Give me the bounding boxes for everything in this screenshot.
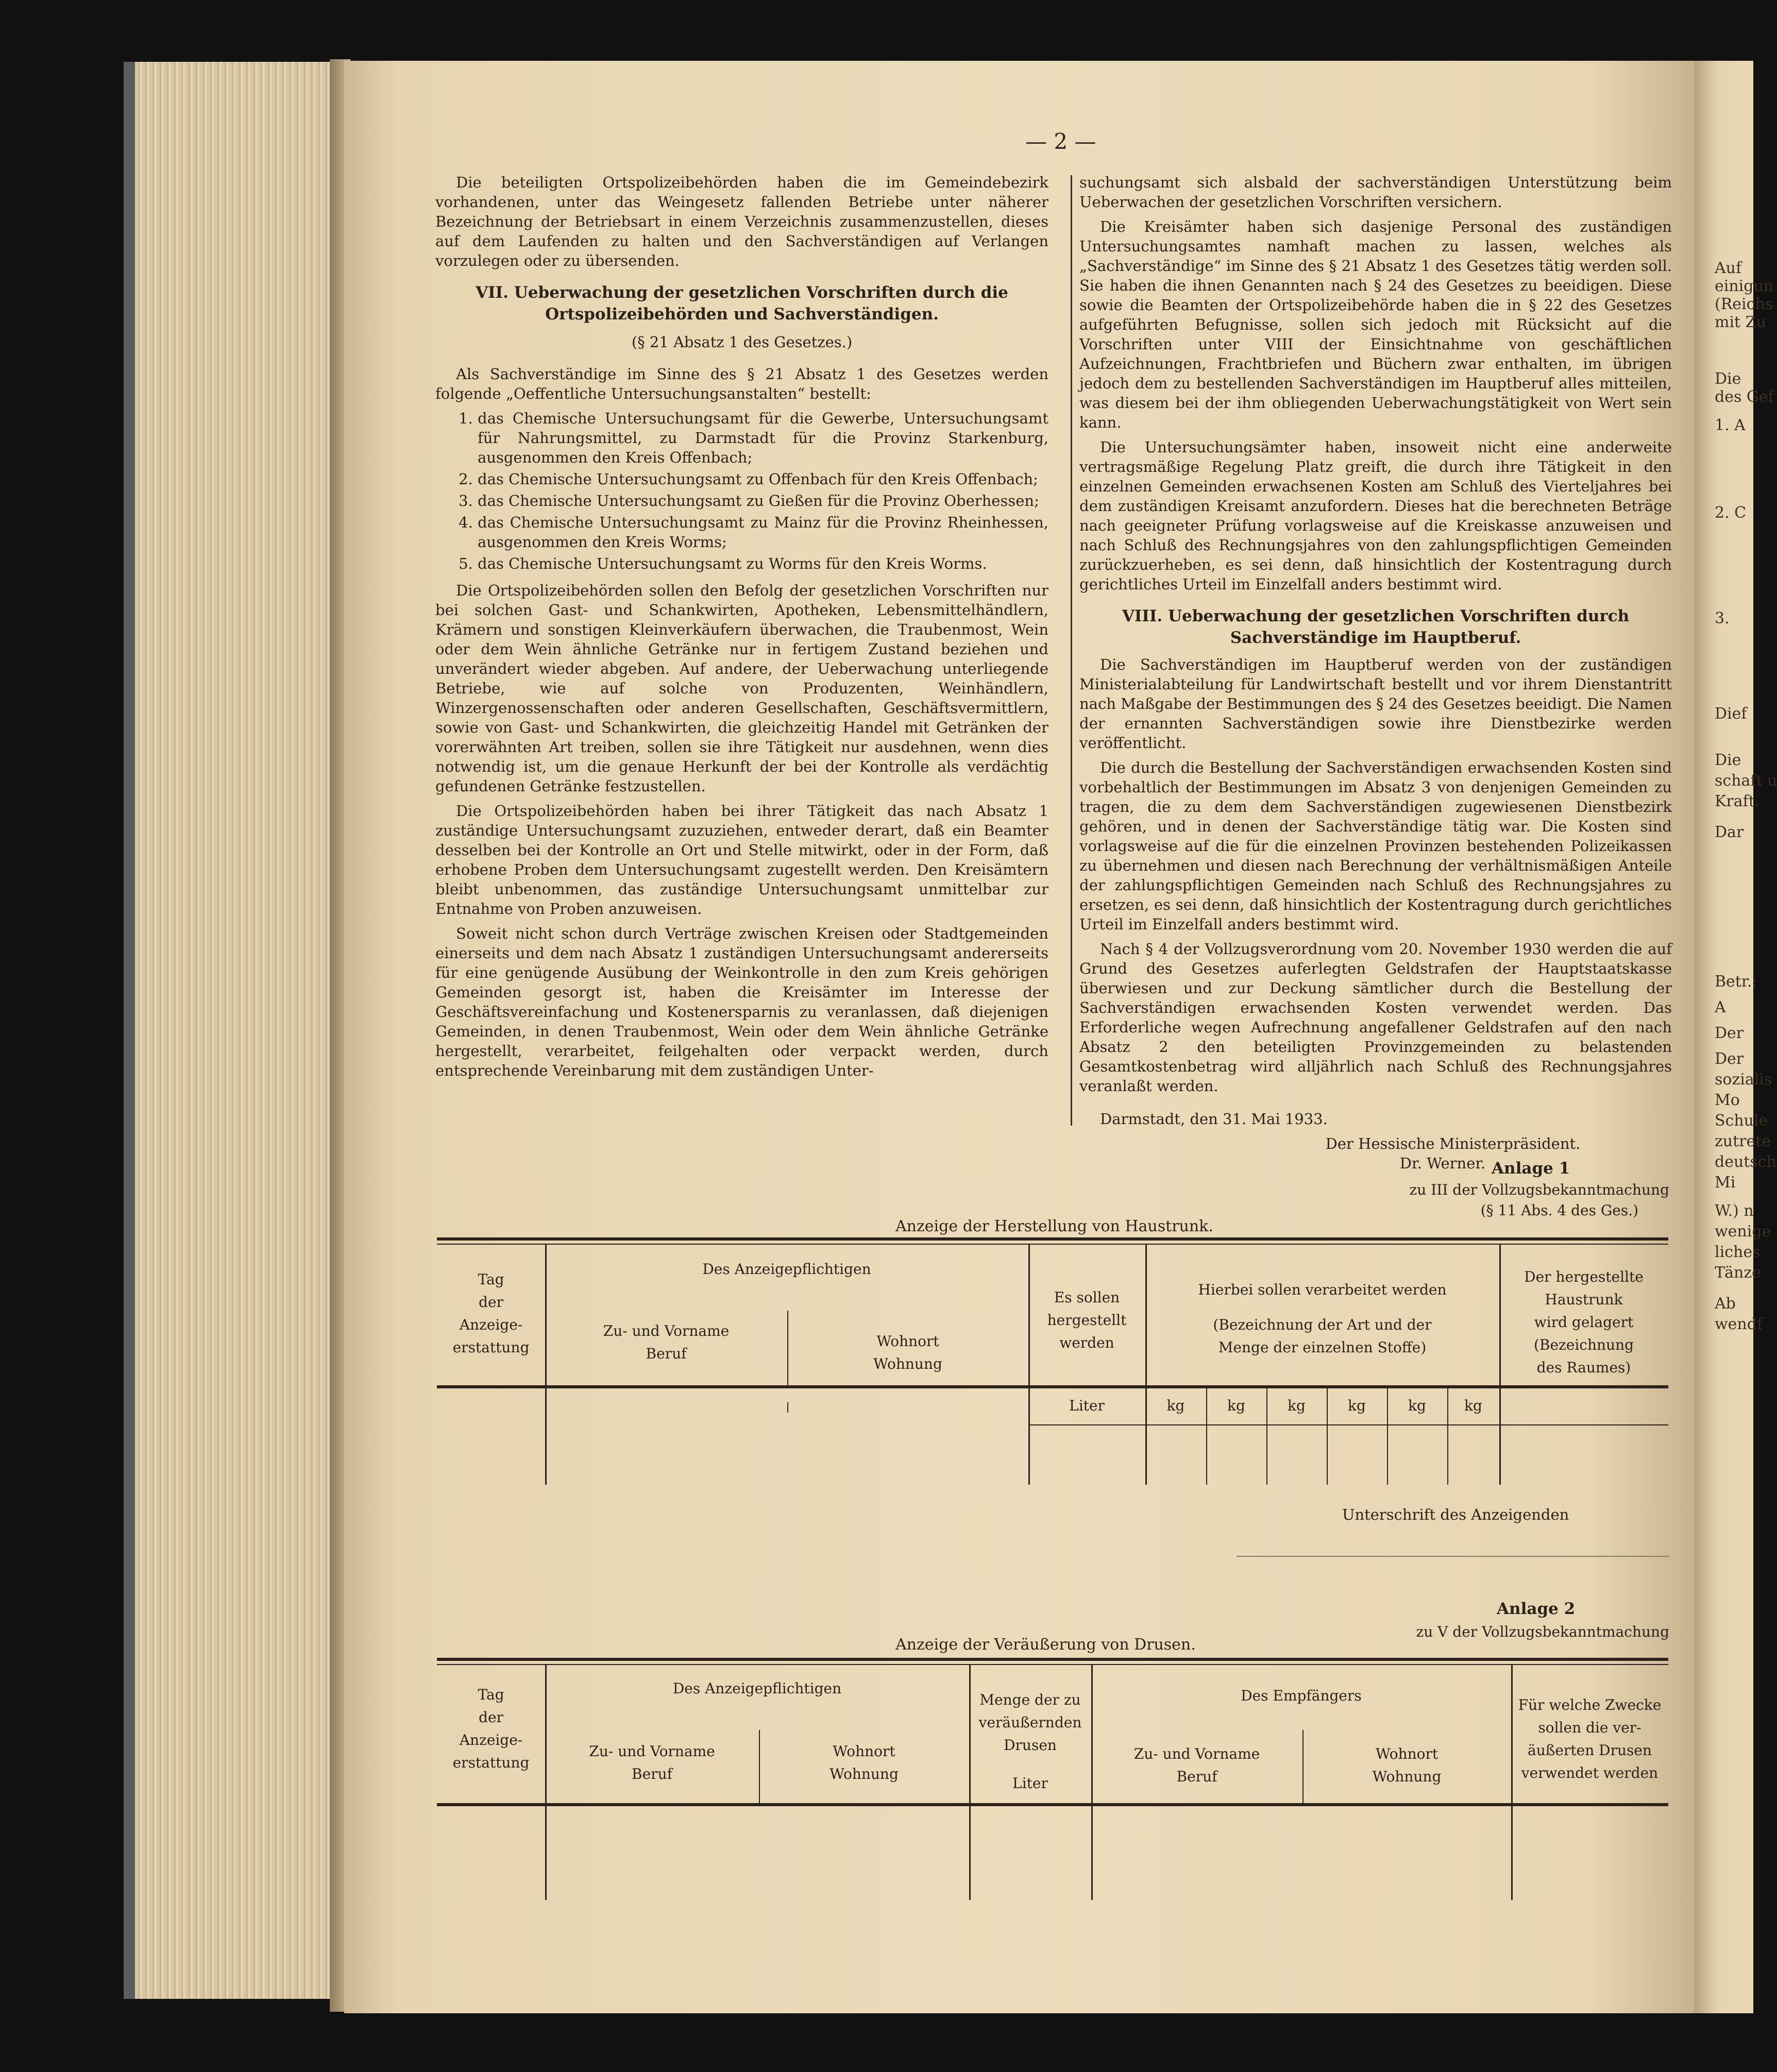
intro-paragraph: Die beteiligten Ortspolizeibehörden haben die im Gemeindebezirk vorhandenen, unter das Weingesetz fallenden Betriebe unter näherer Bezeichnung der Betriebsart in einem Verzeichnis zusammenzustellen, dieses auf dem Laufenden zu halten und den Sachverständigen auf Verlangen vorzulegen oder zu übersenden. [435, 174, 1048, 269]
signatory-name: Dr. Werner. [1399, 1154, 1486, 1172]
adjacent-page-fragment: Die [1715, 370, 1741, 388]
left-column [435, 173, 1048, 1085]
col-name [1091, 1743, 1302, 1788]
header-text: Menge der zu veräußernden Drusen [978, 1691, 1082, 1754]
header-text: Wohnort Wohnung [1372, 1745, 1442, 1785]
list-item: 1. das Chemische Untersuchungsamt für die Gewerbe, Untersuchungsamt für Nahrungsmittel, zu Darmstadt für die Provinz Starkenburg, ausgenommen den Kreis Offenbach; [478, 409, 1048, 467]
office-list [435, 409, 1048, 573]
header-text: Zu- und Vorname Beruf [603, 1322, 730, 1362]
header-text: Wohnort Wohnung [873, 1333, 942, 1372]
anlage2-form-title: Anzeige der Veräußerung von Drusen. [895, 1636, 1196, 1654]
adjacent-page-fragment: 2. C [1715, 504, 1747, 522]
adjacent-page-fragment: Betr.: [1715, 973, 1757, 991]
adjacent-page-fragment: Kraft. [1715, 792, 1760, 810]
list-item: 3. das Chemische Untersuchungsamt zu Gießen für die Provinz Oberhessen; [478, 491, 1048, 511]
paragraph: Nach § 4 der Vollzugsverordnung vom 20. November 1930 werden die auf Grund des Gesetzes auferlegten Geldstrafen der Hauptstaatskasse überwiesen und zur Deckung sämtlicher durch die Bestellung der Sachverständigen erwachsenden Kosten verwendet werden. Das Erforderliche wegen Aufrechnung angefallener Geldstrafen auf den nach Absatz 2 den beteiligten Provinzgemeinden zu belastenden Gesamtkostenbetrag wird alljährlich nach Schluß des Rechnungsjahres veranlaßt werden. [1079, 940, 1672, 1095]
col-gelagert [1499, 1266, 1668, 1379]
header-text: Wohnort Wohnung [830, 1743, 899, 1782]
signature-line [1237, 1556, 1669, 1557]
adjacent-page-fragment: Der [1715, 1050, 1744, 1068]
adjacent-page-fragment: sozialis [1715, 1071, 1772, 1089]
adjacent-page-fragment: Mo [1715, 1091, 1740, 1109]
adjacent-page-fragment: wendf [1715, 1315, 1763, 1333]
signatory-title: Der Hessische Ministerpräsident. [1325, 1135, 1581, 1152]
adjacent-page-fragment: W.) n [1715, 1202, 1754, 1220]
book-page-edges [124, 62, 357, 1999]
adjacent-page-fragment: wenige [1715, 1222, 1771, 1241]
paragraph: Soweit nicht schon durch Verträge zwischen Kreisen oder Stadtgemeinden einerseits und dem nach Absatz 1 zuständigen Untersuchungsamt andererseits für eine genügende Ausübung der Weinkontrolle in den zum Kreis gehörigen Gemeinden gesorgt ist, haben die Kreisämter im Interesse der Geschäftsvereinfachung und Kostenersparnis zu veranlassen, daß diejenigen Gemeinden, in denen Traubenmost, Wein oder dem Wein ähnliche Getränke hergestellt, verarbeitet, feilgehalten oder verpackt werden, durch entsprechende Vereinbarung mit dem zuständigen Unter- [435, 925, 1048, 1079]
col-name [545, 1320, 787, 1365]
law-reference: (§ 21 Absatz 1 des Gesetzes.) [631, 333, 853, 351]
unit-kg: kg [1408, 1397, 1426, 1414]
anlage1-subtitle [1360, 1180, 1669, 1221]
paragraph: Die Kreisämter haben sich dasjenige Personal des zuständigen Untersuchungsamtes namhaft machen zu lassen, welches als „Sachverständige“ im Sinne des § 21 Absatz 1 des Gesetzes tätig werden soll. Sie haben die ihnen Genannten nach § 24 des Gesetzes zu beeidigen. Diese sowie die Beamten der Ortspolizeibehörde haben die in § 22 des Gesetzes aufgeführten Befugnisse, sollen sich jedoch mit Rücksicht auf die Vorschriften unter VIII der Einsichtnahme von geschäftlichen Aufzeichnungen, Frachtbriefen und Büchern zwar enthalten, im übrigen jedoch dem zu bestellenden Sachverständigen im Hauptberuf alles mitteilen, was diesem bei der ihm obliegenden Ueberwachungstätigkeit von Wert sein kann. [1079, 218, 1672, 431]
col-tag [437, 1684, 545, 1774]
adjacent-page-fragment: A [1715, 998, 1726, 1016]
adjacent-page-fragment: Tänze [1715, 1264, 1761, 1282]
adjacent-page-fragment: deutsch [1715, 1153, 1776, 1171]
right-column [1079, 173, 1672, 1173]
unit-kg: kg [1288, 1397, 1306, 1414]
anlage1-sub1: zu III der Vollzugsbekanntmachung [1409, 1181, 1669, 1198]
adjacent-page [1694, 61, 1777, 2013]
header-text: Tag der Anzeige- erstattung [452, 1271, 530, 1356]
adjacent-page-fragment: liches [1715, 1243, 1761, 1261]
adjacent-page-fragment: Ab [1715, 1295, 1736, 1313]
anlage2-label: Anlage 2 [1497, 1600, 1576, 1618]
section-heading-viii: VIII. Ueberwachung der gesetzlichen Vorschriften durch Sachverständige im Hauptberuf. [1122, 607, 1630, 647]
col-verarbeitet: Hierbei sollen verarbeitet werden [1198, 1281, 1447, 1298]
paragraph: Die Sachverständigen im Hauptberuf werden von der zuständigen Ministerialabteilung für Landwirtschaft bestellt und vor ihrem Dienstantritt nach Maßgabe der Bestimmungen des § 24 des Gesetzes beeidigt. Die Namen der ernannten Sachverständigen sowie ihre Dienstbezirke werden veröffentlicht. [1079, 656, 1672, 752]
paragraph: Die Untersuchungsämter haben, insoweit nicht eine anderweite vertragsmäßige Regelung Platz greift, die durch ihre Tätigkeit in den einzelnen Gemeinden erwachsenen Kosten am Schluß des Vierteljahres bei dem zuständigen Kreisamt anzufordern. Dieses hat die berechneten Beträge nach geeigneter Prüfung vorlagsweise auf die Kreiskasse anzuweisen und nach Schluß des Rechnungsjahres von den zahlungspflichtigen Gemeinden zurückzuerheben, es sei denn, daß hinsichtlich der Kostentragung durch gerichtliches Urteil im Einzelfall anders bestimmt wird. [1079, 438, 1672, 593]
header-text: Für welche Zwecke sollen die ver- äußerten Drusen verwendet werden [1518, 1696, 1662, 1781]
col-wohnort [787, 1330, 1028, 1375]
section-heading-vii: VII. Ueberwachung der gesetzlichen Vorschriften durch die Ortspolizeibehörden und Sachverständigen. [476, 283, 1008, 324]
col-menge-unit: Liter [1012, 1775, 1048, 1792]
col-wohnort [759, 1740, 969, 1786]
list-item: 4. das Chemische Untersuchungsamt zu Mainz für die Provinz Rheinhessen, ausgenommen den Kreis Worms; [478, 513, 1048, 552]
header-text: Der hergestellte Haustrunk wird gelagert (Bezeichnung des Raumes) [1524, 1268, 1644, 1376]
paragraph: Die durch die Bestellung der Sachverständigen erwachsenden Kosten sind vorbehaltlich der Bestimmungen im Absatz 3 von denjenigen Gemeinden zu tragen, die zu dem dem Sachverständigen zugewiesenen Dienstbezirk gehören, und in denen der Sachverständige tätig war. Die Kosten sind vorlagsweise auf die für die einzelnen Provinzen bestehenden Polizeikassen zu übernehmen und diesen nach Berechnung der verhältnismäßigen Anteile der zahlungspflichtigen Gemeinden nach Schluß des Rechnungsjahres zu ersetzen, es sei denn, daß hinsichtlich der Kostentragung durch gerichtliches Urteil im Einzelfall anders bestimmt wird. [1079, 759, 1672, 933]
col-anzeigepflichtiger: Des Anzeigepflichtigen [672, 1680, 842, 1697]
adjacent-page-fragment: Auf [1715, 259, 1742, 277]
col-empfaenger: Des Empfängers [1241, 1687, 1362, 1704]
adjacent-page-fragment: (Reichs [1715, 295, 1773, 313]
anlage1-label: Anlage 1 [1492, 1159, 1570, 1178]
unit-kg: kg [1464, 1397, 1482, 1414]
col-tag [437, 1268, 545, 1359]
list-item: 2. das Chemische Untersuchungsamt zu Offenbach für den Kreis Offenbach; [478, 469, 1048, 489]
adjacent-page-fragment: Dief [1715, 705, 1747, 723]
col-verarbeitet-sub [1145, 1314, 1499, 1359]
anlage1-form-title: Anzeige der Herstellung von Haustrunk. [895, 1217, 1213, 1235]
adjacent-page-fragment: schaft u [1715, 772, 1777, 790]
adjacent-page-fragment: Schule [1715, 1112, 1768, 1130]
col-name [545, 1740, 759, 1786]
paragraph: suchungsamt sich alsbald der sachverständigen Unterstützung beim Ueberwachen der gesetzlichen Vorschriften versichern. [1079, 174, 1672, 211]
page-number: — 2 — [1025, 129, 1096, 154]
col-menge [969, 1689, 1091, 1757]
anlage1-sub2: (§ 11 Abs. 4 des Ges.) [1480, 1202, 1638, 1219]
signature-label: Unterschrift des Anzeigenden [1342, 1506, 1569, 1523]
adjacent-page-fragment: 3. [1715, 609, 1730, 627]
adjacent-page-fragment: einigun [1715, 277, 1774, 295]
unit-kg: kg [1166, 1397, 1185, 1414]
adjacent-page-fragment: Dar [1715, 823, 1744, 841]
paragraph: Die Ortspolizeibehörden sollen den Befolg der gesetzlichen Vorschriften nur bei solchen Gast- und Schankwirten, Apotheken, Lebensmittelhändlern, Krämern und sonstigen Kleinverkäufern überwachen, die Traubenmost, Wein oder dem Wein ähnliche Getränke nur in fertigem Zustand beziehen und unverändert wieder abgeben. Auf andere, der Ueberwachung unterliegende Betriebe, wie auf solche von Produzenten, Weinhändlern, Winzergenossenschaften oder anderen Gesellschaften, Geschäftsvermittlern, sowie von Gast- und Schankwirten, die gleichzeitig Handel mit Getränken der vorerwähnten Art treiben, sollen sie ihre Tätigkeit nur ausdehnen, wenn dies notwendig ist, um die genaue Herkunft der bei der Kontrolle als verdächtig gefundenen Getränke festzustellen. [435, 582, 1048, 795]
column-divider [1071, 175, 1072, 1126]
col-anzeigepflichtiger: Des Anzeigepflichtigen [702, 1261, 871, 1278]
col-zwecke [1511, 1694, 1668, 1785]
header-text: Es sollen hergestellt werden [1047, 1289, 1127, 1351]
header-text: Zu- und Vorname Beruf [589, 1743, 715, 1782]
header-text: Zu- und Vorname Beruf [1133, 1745, 1260, 1785]
header-text: Tag der Anzeige- erstattung [452, 1686, 530, 1771]
drusen-form-table [437, 1658, 1668, 1900]
col-sollen [1028, 1286, 1145, 1354]
header-text: (Bezeichnung der Art und der Menge der einzelnen Stoffe) [1213, 1316, 1432, 1356]
paragraph: Als Sachverständige im Sinne des § 21 Absatz 1 des Gesetzes werden folgende „Oeffentliche Untersuchungsanstalten“ bestellt: [435, 365, 1048, 402]
adjacent-page-fragment: Der [1715, 1024, 1744, 1042]
adjacent-page-fragment: zutrete [1715, 1132, 1771, 1150]
anlage2-subtitle: zu V der Vollzugsbekanntmachung [1416, 1623, 1669, 1640]
adjacent-page-fragment: mit Zu [1715, 313, 1766, 331]
list-item: 5. das Chemische Untersuchungsamt zu Worms für den Kreis Worms. [478, 554, 1048, 573]
adjacent-page-fragment: 1. A [1715, 416, 1746, 434]
date-line: Darmstadt, den 31. Mai 1933. [1100, 1110, 1328, 1128]
adjacent-page-fragment: Die [1715, 751, 1741, 769]
unit-kg: kg [1348, 1397, 1366, 1414]
haustrunk-form-table [437, 1237, 1668, 1485]
paragraph: Die Ortspolizeibehörden haben bei ihrer Tätigkeit das nach Absatz 1 zuständige Untersuchungsamt zuzuziehen, entweder derart, daß ein Beamter desselben bei der Kontrolle an Ort und Stelle mitwirkt, oder in der Form, daß erhobene Proben dem Untersuchungsamt zugestellt werden. Den Kreisämtern bleibt unbenommen, das zuständige Untersuchungsamt unmittelbar zur Entnahme von Proben anzuweisen. [435, 802, 1048, 918]
adjacent-page-fragment: Mi [1715, 1174, 1736, 1192]
adjacent-page-fragment: des Gef [1715, 388, 1774, 406]
col-wohnort [1302, 1743, 1511, 1788]
unit-liter: Liter [1069, 1397, 1105, 1414]
unit-kg: kg [1227, 1397, 1245, 1414]
